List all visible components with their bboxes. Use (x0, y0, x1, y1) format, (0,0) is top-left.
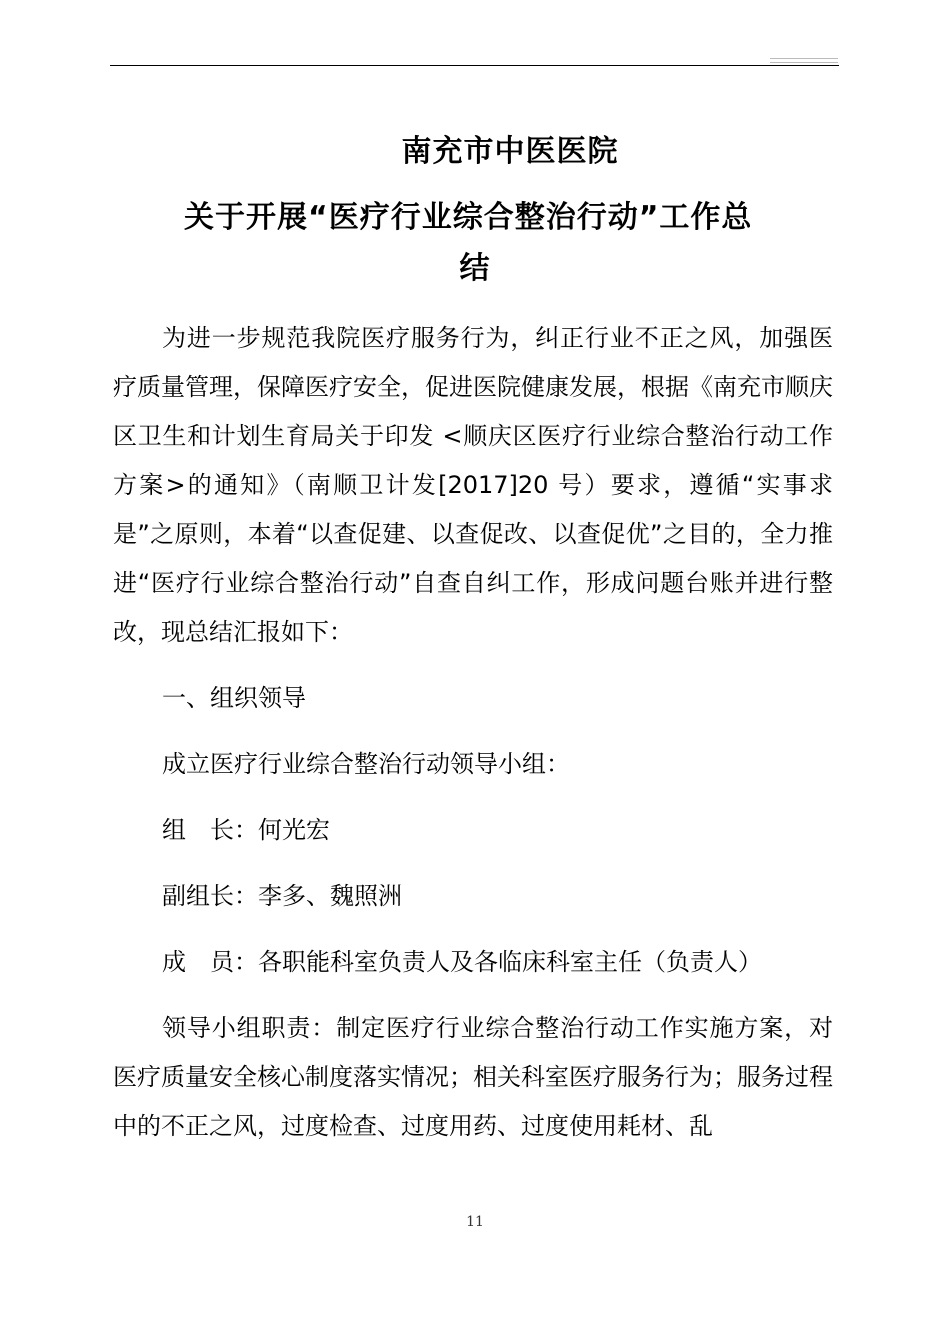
deputy-leader-line: 副组长：李多、魏照洲 (162, 882, 402, 910)
section-heading-organization: 一、组织领导 (162, 684, 306, 712)
intro-paragraph: 为进一步规范我院医疗服务行为，纠正行业不正之风，加强医疗质量管理，保障医疗安全，促进医院健康发展，根据《南充市顺庆区卫生和计划生育局关于印发 <顺庆区医疗行业综合整治行动工作方案>的通知》（南顺卫计发[2017]20 号）要求，遵循“实事求是”之原则，本着“以查促建、以查促改、以查促优”之目的，全力推进“医疗行业综合整治行动”自查自纠工作，形成问题台账并进行整改，现总结汇报如下： (113, 324, 833, 646)
document-title-line-3: 结 (459, 251, 491, 286)
leadership-group-intro: 成立医疗行业综合整治行动领导小组： (162, 750, 570, 778)
header-mark (770, 58, 838, 59)
header-mark (770, 62, 838, 63)
document-title-line-1: 南充市中医医院 (401, 134, 619, 169)
page-number: 11 (466, 1214, 484, 1230)
header-rule (110, 65, 839, 66)
duties-paragraph: 领导小组职责：制定医疗行业综合整治行动工作实施方案，对医疗质量安全核心制度落实情况；相关科室医疗服务行为；服务过程中的不正之风，过度检查、过度用药、过度使用耗材、乱 (113, 1014, 833, 1140)
members-line: 成 员：各职能科室负责人及各临床科室主任（负责人） (162, 948, 762, 976)
leader-line: 组 长：何光宏 (162, 816, 330, 844)
document-title-line-2: 关于开展“医疗行业综合整治行动”工作总 (184, 200, 753, 235)
